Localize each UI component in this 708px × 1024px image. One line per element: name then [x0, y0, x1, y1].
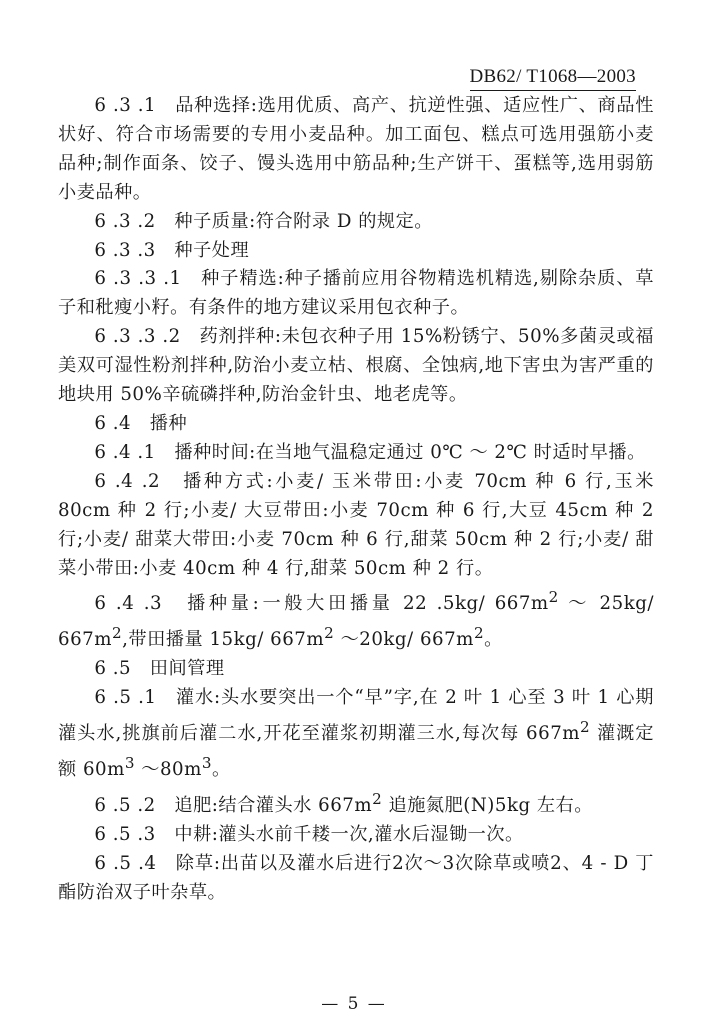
section-paragraph: 6 .4 .1 播种时间:在当地气温稳定通过 0℃ ～ 2℃ 时适时早播。 — [94, 441, 646, 463]
section-paragraph: 6 .4 播种 — [94, 412, 188, 434]
standard-number-header: DB62/ T1068—2003 — [470, 66, 637, 91]
section-paragraph: 6 .5 田间管理 — [94, 658, 225, 680]
section-paragraph: 6 .5 .1 灌水:头水要突出一个“早”字,在 2 叶 1 心至 3 叶 1 心期灌头水,挑旗前后灌二水,开花至灌浆初期灌三水,每次每 $667m^2$ 灌溉定额 $60m^3$ $\sim 80m^3$。 — [58, 687, 654, 781]
section-paragraph: 6 .5 .2 追肥:结合灌头水 $667m^2$ 追施氮肥(N)5kg 左右。 — [94, 790, 593, 817]
document-body — [58, 92, 654, 908]
page-number: — 5 — — [321, 994, 387, 1014]
section-paragraph: 6 .4 .2 播种方式:小麦/ 玉米带田:小麦 70cm 种 6 行,玉米 80cm 种 2 行;小麦/ 大豆带田:小麦 70cm 种 6 行,大豆 45cm 种 2 行;小麦/ 甜菜大带田:小麦 70cm 种 6 行,甜菜 50cm 种 2 行;小麦/ 甜菜小带田:小麦 40cm 种 4 行,甜菜 50cm 种 2 行。 — [58, 470, 654, 579]
section-paragraph: 6 .4 .3 播种量:一般大田播量 22 .5kg/ $667m^2$ ～ 25kg/ $667m^2$,带田播量 15kg/ $667m^2$ ～20kg/ $667m^2$。 — [58, 588, 654, 651]
section-paragraph: 6 .3 .3 .1 种子精选:种子播前应用谷物精选机精选,剔除杂质、草子和秕瘦小籽。有条件的地方建议采用包衣种子。 — [58, 268, 654, 319]
section-paragraph: 6 .5 .4 除草:出苗以及灌水后进行2次～3次除草或喷2、4 - D 丁酯防治双子叶杂草。 — [58, 852, 654, 903]
section-paragraph: 6 .5 .3 中耕:灌头水前千耧一次,灌水后湿锄一次。 — [94, 824, 524, 846]
section-paragraph: 6 .3 .1 品种选择:选用优质、高产、抗逆性强、适应性广、商品性状好、符合市场需要的专用小麦品种。加工面包、糕点可选用强筋小麦品种;制作面条、饺子、馒头选用中筋品种;生产饼干、蛋糕等,选用弱筋小麦品种。 — [58, 95, 654, 203]
section-paragraph: 6 .3 .2 种子质量:符合附录 D 的规定。 — [94, 210, 433, 232]
section-paragraph: 6 .3 .3 种子处理 — [94, 239, 250, 261]
section-paragraph: 6 .3 .3 .2 药剂拌种:未包衣种子用 15%粉锈宁、50%多菌灵或福美双可湿性粉剂拌种,防治小麦立枯、根腐、全蚀病,地下害虫为害严重的地块用 50%辛硫磷拌种,防治金针虫、地老虎等。 — [58, 326, 654, 406]
